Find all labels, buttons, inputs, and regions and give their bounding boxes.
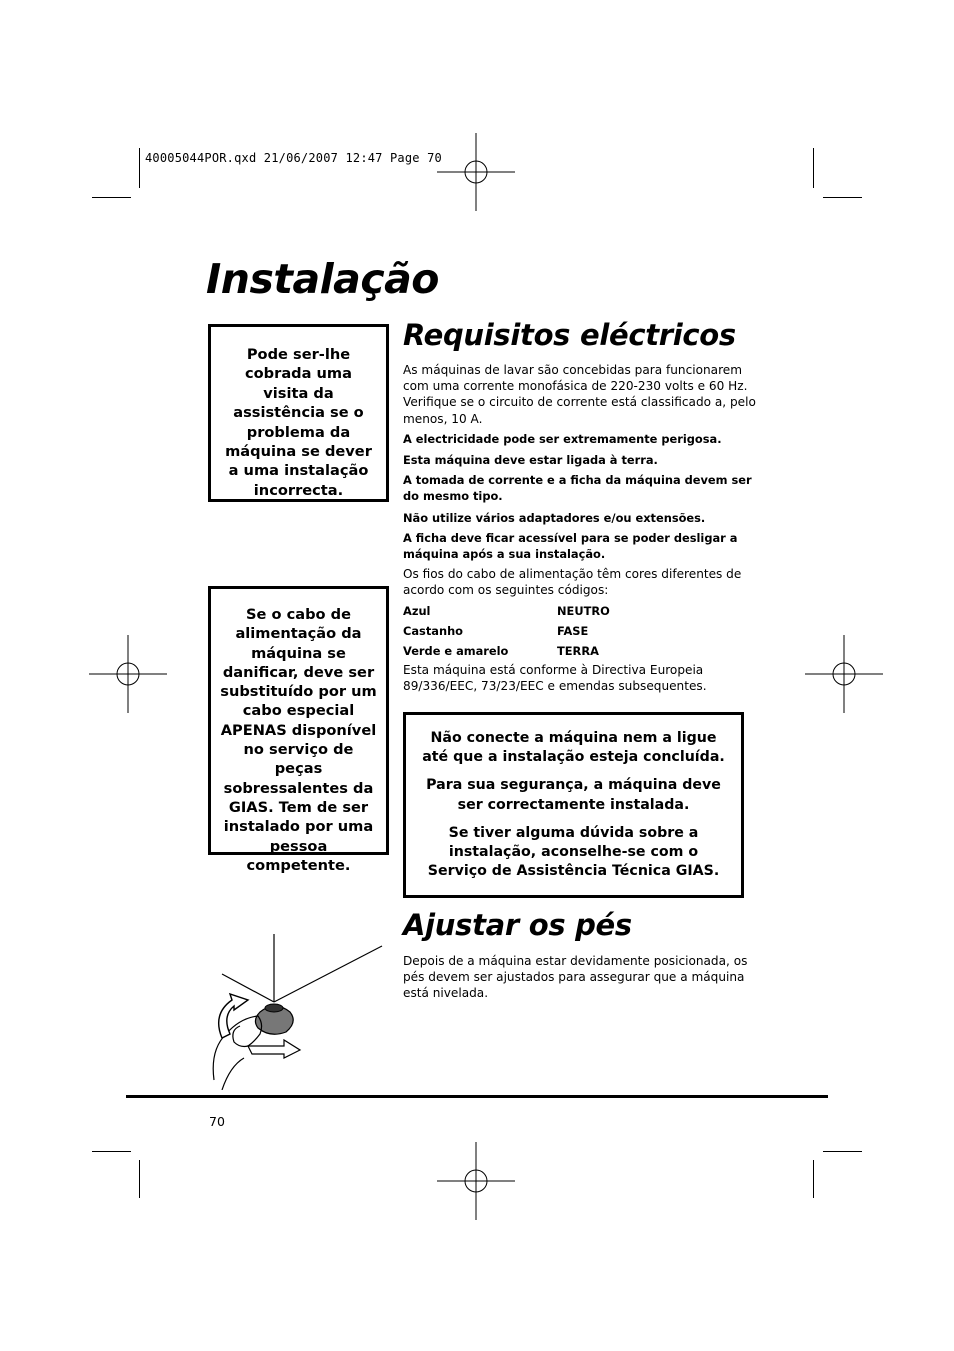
crop-mark <box>139 1160 140 1198</box>
section-heading-electrical: Requisitos eléctricos <box>403 318 736 352</box>
note-text: Pode ser-lhe cobrada uma visita da assistência se o problema da máquina se dever a uma instalação incorrecta. <box>225 346 372 499</box>
warning-box-line: Não conecte a máquina nem a ligue até que a instalação esteja concluída. <box>422 730 725 766</box>
wire-color: Castanho <box>403 623 464 638</box>
footer-rule <box>126 1095 828 1098</box>
crop-mark <box>92 1151 131 1152</box>
registration-mark-icon <box>89 635 167 713</box>
warning-line: Não utilize vários adaptadores e/ou extensões. <box>403 510 706 525</box>
wire-function: NEUTRO <box>557 603 610 618</box>
warning-box-line: Para sua segurança, a máquina deve ser correctamente instalada. <box>426 777 721 813</box>
installation-warning-box <box>403 712 744 898</box>
warning-box-line: Se tiver alguma dúvida sobre a instalação, aconselhe-se com o Serviço de Assistência Técnica GIAS. <box>427 824 720 880</box>
crop-mark <box>92 197 131 198</box>
wire-row <box>403 603 758 619</box>
registration-mark-icon <box>805 635 883 713</box>
note-text: Se o cabo de alimentação da máquina se danificar, deve ser substituído por um cabo especial APENAS disponível no serviço de peças sobressalentes da GIAS. Tem de ser instalado por uma pessoa competente. <box>220 606 377 874</box>
page-number: 70 <box>209 1114 225 1129</box>
crop-mark <box>813 148 814 188</box>
wire-color: Azul <box>403 603 431 618</box>
wire-function: TERRA <box>557 644 599 659</box>
electrical-intro: As máquinas de lavar são concebidas para funcionarem com uma corrente monofásica de 220-230 volts e 60 Hz. Verifique se o circuito de corrente está classificado a, pelo menos, 10 A. <box>403 363 756 426</box>
warning-line: A tomada de corrente e a ficha da máquina devem ser do mesmo tipo. <box>403 473 752 504</box>
note-box-service-visit <box>208 324 389 502</box>
warning-line: Esta máquina deve estar ligada à terra. <box>403 453 658 468</box>
section-heading-feet: Ajustar os pés <box>403 908 632 942</box>
wire-row <box>403 623 758 639</box>
warning-line: A ficha deve ficar acessível para se poder desligar a máquina após a sua instalação. <box>403 530 738 562</box>
note-box-power-cable <box>208 586 389 874</box>
crop-mark <box>813 1160 814 1198</box>
registration-mark-icon <box>437 1142 515 1220</box>
wires-intro: Os fios do cabo de alimentação têm cores diferentes de acordo com os seguintes códigos: <box>403 567 742 598</box>
wire-function: FASE <box>557 623 589 638</box>
foot-adjustment-illustration <box>200 930 390 1090</box>
file-slug: 40005044POR.qxd 21/06/2007 12:47 Page 70 <box>145 151 442 165</box>
crop-mark <box>823 197 862 198</box>
feet-body: Depois de a máquina estar devidamente posicionada, os pés devem ser ajustados para assegurar que a máquina está nivelada. <box>403 954 748 1001</box>
crop-mark <box>823 1151 862 1152</box>
registration-mark-icon <box>437 133 515 211</box>
compliance-text: Esta máquina está conforme à Directiva Europeia 89/336/EEC, 73/23/EEC e emendas subsequentes. <box>403 663 707 694</box>
electrical-section <box>403 362 758 695</box>
warning-line: A electricidade pode ser extremamente perigosa. <box>403 431 722 446</box>
crop-mark <box>139 148 140 188</box>
wire-color: Verde e amarelo <box>403 644 509 659</box>
page-title: Instalação <box>206 255 439 303</box>
wire-row <box>403 643 758 659</box>
